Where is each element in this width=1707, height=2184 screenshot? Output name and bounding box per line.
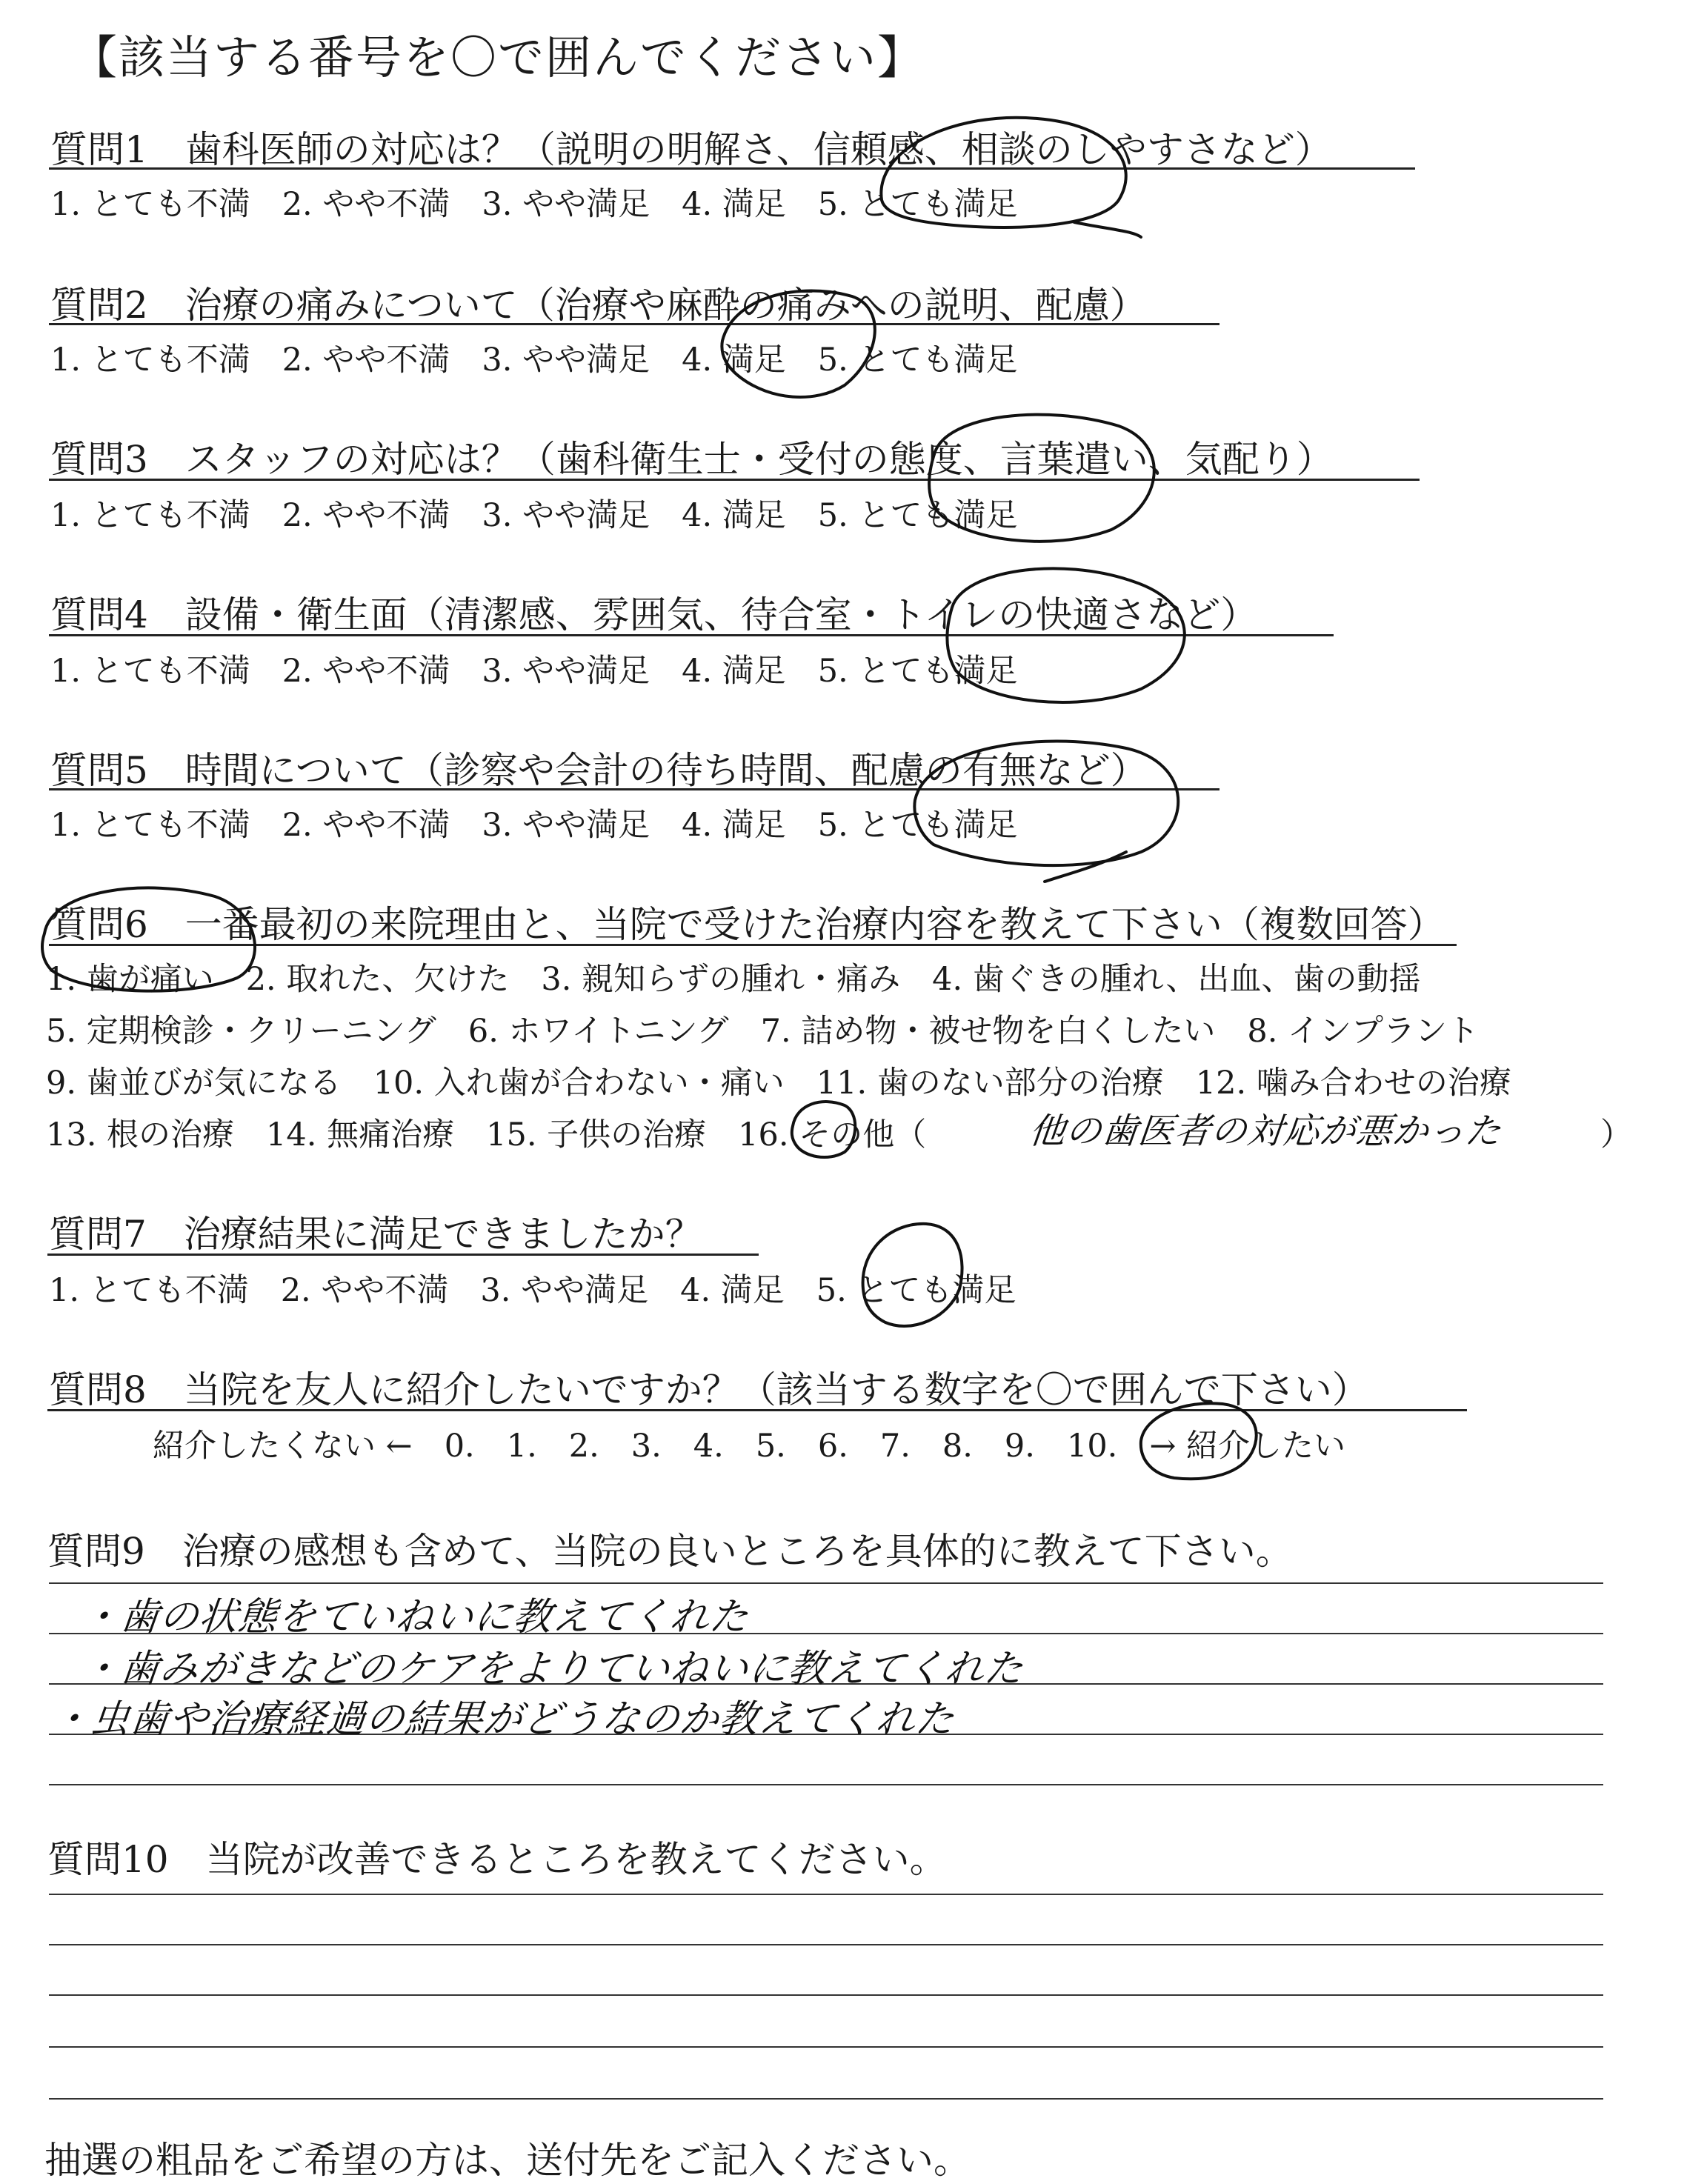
question-7-options[interactable]: 1. とても不満 2. やや不満 3. やや満足 4. 満足 5. とても満足	[49, 1272, 1016, 1309]
question-9-writing-line	[49, 1582, 1603, 1584]
question-6-options-row-2[interactable]: 5. 定期検診・クリーニング 6. ホワイトニング 7. 詰め物・被せ物を白くしたい 8. インプラント	[46, 1013, 1480, 1050]
form-instructions-header: 【該当する番号を〇で囲んでください】	[71, 30, 925, 84]
question-10-writing-line	[49, 1894, 1603, 1895]
question-3-underline	[49, 479, 1420, 481]
question-3-options[interactable]: 1. とても不満 2. やや不満 3. やや満足 4. 満足 5. とても満足	[50, 497, 1018, 534]
question-2-options[interactable]: 1. とても不満 2. やや不満 3. やや満足 4. 満足 5. とても満足	[50, 342, 1018, 379]
question-4-underline	[49, 634, 1334, 636]
question-1-options[interactable]: 1. とても不満 2. やや不満 3. やや満足 4. 満足 5. とても満足	[50, 186, 1018, 223]
question-6-options-row-3[interactable]: 9. 歯並びが気になる 10. 入れ歯が合わない・痛い 11. 歯のない部分の治療 12. 噛み合わせの治療	[46, 1065, 1511, 1102]
question-6-underline	[49, 944, 1457, 946]
question-10-writing-line	[49, 1944, 1603, 1945]
question-9-handwritten-answer-1: ・歯の状態をていねいに教えてくれた	[79, 1595, 751, 1639]
question-2-underline	[49, 323, 1219, 325]
question-5-underline	[49, 788, 1219, 790]
question-3-title: 質問3 スタッフの対応は？（歯科衛生士・受付の態度、言葉遣い、気配り）	[50, 438, 1334, 481]
question-1-underline	[49, 167, 1415, 170]
footer-prize-instructions: 抽選の粗品をご希望の方は、送付先をご記入ください。	[44, 2139, 971, 2182]
question-5-title: 質問5 時間について（診察や会計の待ち時間、配慮の有無など）	[50, 749, 1148, 792]
question-10-writing-line	[49, 2046, 1603, 2048]
question-7-underline	[47, 1254, 759, 1256]
question-4-title: 質問4 設備・衛生面（清潔感、雰囲気、待合室・トイレの快適さなど）	[50, 593, 1258, 636]
question-7-title: 質問7 治療結果に満足できましたか？	[49, 1213, 702, 1256]
question-6-title: 質問6 一番最初の来院理由と、当院で受けた治療内容を教えて下さい（複数回答）	[50, 903, 1445, 946]
question-6-other-close-paren: ）	[1600, 1116, 1632, 1153]
question-10-writing-line	[49, 1994, 1603, 1996]
question-9-handwritten-answer-3: ・虫歯や治療経過の結果がどうなのか教えてくれた	[49, 1697, 957, 1742]
question-9-handwritten-answer-2: ・歯みがきなどのケアをよりていねいに教えてくれた	[79, 1647, 1026, 1691]
question-2-title: 質問2 治療の痛みについて（治療や麻酔の痛みへの説明、配慮）	[50, 284, 1147, 327]
question-10-writing-line	[49, 2098, 1603, 2100]
question-4-options[interactable]: 1. とても不満 2. やや不満 3. やや満足 4. 満足 5. とても満足	[50, 653, 1018, 690]
question-8-underline	[47, 1409, 1467, 1411]
question-6-other-handwritten-answer: 他の歯医者の対応が悪かった	[1027, 1111, 1504, 1152]
question-5-options[interactable]: 1. とても不満 2. やや不満 3. やや満足 4. 満足 5. とても満足	[50, 807, 1018, 844]
question-6-options-row-4[interactable]: 13. 根の治療 14. 無痛治療 15. 子供の治療 16. その他（	[46, 1116, 927, 1153]
question-6-options-row-1[interactable]: 1. 歯が痛い 2. 取れた、欠けた 3. 親知らずの腫れ・痛み 4. 歯ぐきの腫れ、出血、歯の動揺	[46, 961, 1421, 998]
question-9-writing-line	[49, 1784, 1603, 1785]
question-8-title: 質問8 当院を友人に紹介したいですか？（該当する数字を〇で囲んで下さい）	[49, 1368, 1369, 1411]
question-10-title: 質問10 当院が改善できるところを教えてください。	[47, 1838, 947, 1881]
question-1-title: 質問1 歯科医師の対応は？（説明の明解さ、信頼感、相談のしやすさなど）	[50, 128, 1332, 171]
question-8-scale[interactable]: 紹介したくない ← 0. 1. 2. 3. 4. 5. 6. 7. 8. 9. 10. → 紹介したい	[153, 1428, 1346, 1465]
question-9-title: 質問9 治療の感想も含めて、当院の良いところを具体的に教えて下さい。	[47, 1530, 1293, 1573]
